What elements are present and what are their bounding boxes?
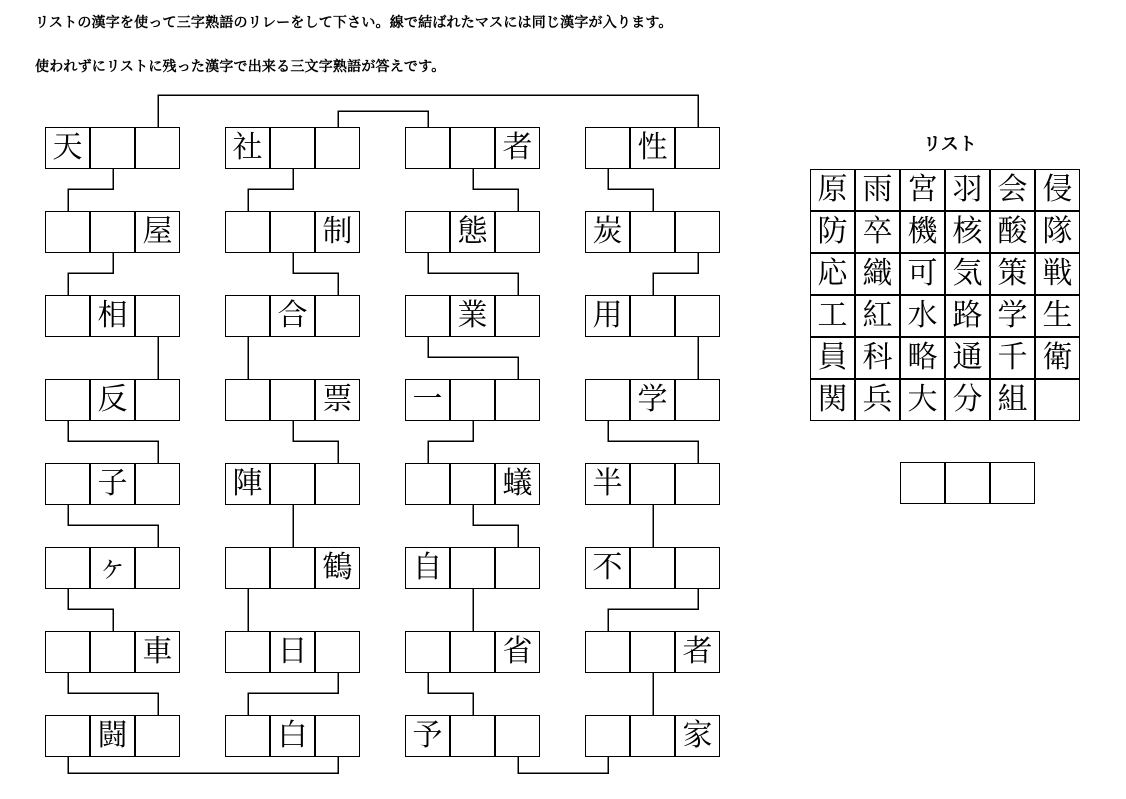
puzzle-cell[interactable]: [630, 211, 675, 253]
puzzle-cell[interactable]: 相: [90, 295, 135, 337]
puzzle-cell[interactable]: [675, 295, 720, 337]
puzzle-cell[interactable]: [225, 379, 270, 421]
puzzle-cell[interactable]: [630, 295, 675, 337]
puzzle-cell[interactable]: [45, 463, 90, 505]
puzzle-cell[interactable]: [675, 127, 720, 169]
connector-line: [293, 253, 338, 295]
puzzle-cell[interactable]: 用: [585, 295, 630, 337]
puzzle-cell[interactable]: 陣: [225, 463, 270, 505]
puzzle-cell[interactable]: [135, 379, 180, 421]
list-kanji-cell[interactable]: 可: [900, 253, 945, 295]
instruction-line-1: リストの漢字を使って三字熟語のリレーをして下さい。線で結ばれたマスには同じ漢字が入ります。: [35, 15, 673, 31]
list-kanji-cell[interactable]: 科: [855, 337, 900, 379]
puzzle-cell[interactable]: [585, 379, 630, 421]
puzzle-cell[interactable]: [585, 127, 630, 169]
puzzle-cell[interactable]: [225, 295, 270, 337]
list-kanji-cell[interactable]: 兵: [855, 379, 900, 421]
puzzle-cell[interactable]: 鶴: [315, 547, 360, 589]
puzzle-cell[interactable]: [270, 211, 315, 253]
puzzle-cell[interactable]: [495, 715, 540, 757]
puzzle-cell[interactable]: [135, 463, 180, 505]
puzzle-cell[interactable]: [630, 715, 675, 757]
instruction-line-2: 使われずにリストに残った漢字で出来る三文字熟語が答えです。: [35, 59, 446, 75]
list-kanji-cell[interactable]: 隊: [1035, 211, 1080, 253]
puzzle-cell[interactable]: 自: [405, 547, 450, 589]
list-kanji-cell[interactable]: 卒: [855, 211, 900, 253]
list-kanji-cell[interactable]: 策: [990, 253, 1035, 295]
connector-line: [653, 253, 698, 295]
puzzle-cell[interactable]: 票: [315, 379, 360, 421]
puzzle-cell[interactable]: [45, 379, 90, 421]
puzzle-cell[interactable]: [315, 127, 360, 169]
puzzle-cell[interactable]: 制: [315, 211, 360, 253]
puzzle-cell[interactable]: [450, 715, 495, 757]
puzzle-cell[interactable]: [495, 547, 540, 589]
puzzle-cell[interactable]: [90, 211, 135, 253]
list-kanji-cell[interactable]: 工: [810, 295, 855, 337]
puzzle-cell[interactable]: [135, 715, 180, 757]
list-kanji-cell[interactable]: 戦: [1035, 253, 1080, 295]
puzzle-cell[interactable]: [225, 547, 270, 589]
connector-line: [608, 421, 698, 463]
puzzle-cell[interactable]: 予: [405, 715, 450, 757]
puzzle-cell[interactable]: [405, 295, 450, 337]
list-kanji-cell[interactable]: 応: [810, 253, 855, 295]
connector-line: [428, 421, 473, 463]
connector-line: [68, 421, 158, 463]
puzzle-cell[interactable]: [225, 715, 270, 757]
puzzle-cell[interactable]: [135, 547, 180, 589]
connector-line: [68, 589, 113, 631]
list-kanji-cell[interactable]: 関: [810, 379, 855, 421]
connector-line: [248, 673, 338, 715]
puzzle-cell[interactable]: [225, 631, 270, 673]
connector-line: [68, 253, 113, 295]
connector-line: [338, 111, 428, 127]
list-kanji-cell[interactable]: 紅: [855, 295, 900, 337]
list-kanji-cell[interactable]: 略: [900, 337, 945, 379]
puzzle-cell[interactable]: [90, 127, 135, 169]
connector-line: [518, 757, 608, 773]
list-kanji-cell[interactable]: [1035, 379, 1080, 421]
puzzle-cell[interactable]: [405, 631, 450, 673]
puzzle-cell[interactable]: [45, 295, 90, 337]
answer-cell[interactable]: [900, 462, 945, 504]
puzzle-cell[interactable]: [45, 715, 90, 757]
list-kanji-cell[interactable]: 千: [990, 337, 1035, 379]
puzzle-cell[interactable]: [135, 295, 180, 337]
puzzle-cell[interactable]: [675, 463, 720, 505]
list-kanji-cell[interactable]: 雨: [855, 169, 900, 211]
list-kanji-cell[interactable]: 侵: [1035, 169, 1080, 211]
list-kanji-cell[interactable]: 原: [810, 169, 855, 211]
puzzle-cell[interactable]: 合: [270, 295, 315, 337]
answer-cell[interactable]: [945, 462, 990, 504]
puzzle-cell[interactable]: [450, 631, 495, 673]
connector-line: [473, 505, 518, 547]
puzzle-cell[interactable]: 者: [495, 127, 540, 169]
list-kanji-cell[interactable]: 会: [990, 169, 1035, 211]
puzzle-cell[interactable]: [270, 547, 315, 589]
puzzle-cell[interactable]: 社: [225, 127, 270, 169]
list-title: リスト: [923, 134, 977, 155]
list-kanji-cell[interactable]: 核: [945, 211, 990, 253]
puzzle-cell[interactable]: 反: [90, 379, 135, 421]
puzzle-cell[interactable]: [630, 631, 675, 673]
puzzle-cell[interactable]: 白: [270, 715, 315, 757]
puzzle-cell[interactable]: [405, 127, 450, 169]
puzzle-cell[interactable]: 天: [45, 127, 90, 169]
puzzle-cell[interactable]: 業: [450, 295, 495, 337]
list-kanji-cell[interactable]: 衛: [1035, 337, 1080, 379]
puzzle-cell[interactable]: [585, 631, 630, 673]
list-kanji-cell[interactable]: 員: [810, 337, 855, 379]
puzzle-cell[interactable]: 態: [450, 211, 495, 253]
puzzle-cell[interactable]: [675, 211, 720, 253]
puzzle-cell[interactable]: 蟻: [495, 463, 540, 505]
connector-line: [473, 169, 518, 211]
puzzle-cell[interactable]: [495, 295, 540, 337]
puzzle-cell[interactable]: [495, 211, 540, 253]
puzzle-cell[interactable]: 一: [405, 379, 450, 421]
puzzle-cell[interactable]: [270, 463, 315, 505]
list-kanji-cell[interactable]: 生: [1035, 295, 1080, 337]
list-kanji-cell[interactable]: 通: [945, 337, 990, 379]
puzzle-cell[interactable]: 屋: [135, 211, 180, 253]
list-kanji-cell[interactable]: 分: [945, 379, 990, 421]
puzzle-cell[interactable]: [270, 379, 315, 421]
connector-line: [608, 589, 698, 631]
puzzle-cell[interactable]: 省: [495, 631, 540, 673]
list-kanji-cell[interactable]: 防: [810, 211, 855, 253]
puzzle-cell[interactable]: [495, 379, 540, 421]
puzzle-cell[interactable]: 学: [630, 379, 675, 421]
puzzle-cell[interactable]: 闘: [90, 715, 135, 757]
list-kanji-cell[interactable]: 酸: [990, 211, 1035, 253]
list-kanji-cell[interactable]: 機: [900, 211, 945, 253]
puzzle-cell[interactable]: 半: [585, 463, 630, 505]
list-kanji-cell[interactable]: 学: [990, 295, 1035, 337]
puzzle-cell[interactable]: [225, 211, 270, 253]
list-kanji-cell[interactable]: 羽: [945, 169, 990, 211]
puzzle-cell[interactable]: [450, 463, 495, 505]
puzzle-cell[interactable]: 車: [135, 631, 180, 673]
puzzle-cell[interactable]: [675, 547, 720, 589]
puzzle-cell[interactable]: 不: [585, 547, 630, 589]
puzzle-cell[interactable]: 者: [675, 631, 720, 673]
puzzle-cell[interactable]: 家: [675, 715, 720, 757]
puzzle-cell[interactable]: [405, 463, 450, 505]
list-kanji-cell[interactable]: 組: [990, 379, 1035, 421]
connector-line: [68, 673, 158, 715]
connector-line: [68, 757, 338, 773]
list-kanji-cell[interactable]: 路: [945, 295, 990, 337]
connector-line: [428, 337, 518, 379]
list-kanji-cell[interactable]: 水: [900, 295, 945, 337]
connector-line: [68, 505, 158, 547]
list-kanji-cell[interactable]: 織: [855, 253, 900, 295]
puzzle-cell[interactable]: [630, 463, 675, 505]
connector-line: [608, 169, 653, 211]
puzzle-cell[interactable]: [315, 715, 360, 757]
connector-line: [428, 673, 473, 715]
puzzle-cell[interactable]: [90, 631, 135, 673]
list-kanji-cell[interactable]: 大: [900, 379, 945, 421]
answer-cell[interactable]: [990, 462, 1035, 504]
puzzle-cell[interactable]: [585, 715, 630, 757]
puzzle-cell[interactable]: ヶ: [90, 547, 135, 589]
puzzle-cell[interactable]: [630, 547, 675, 589]
puzzle-cell[interactable]: 性: [630, 127, 675, 169]
puzzle-cell[interactable]: [450, 127, 495, 169]
puzzle-cell[interactable]: [45, 631, 90, 673]
list-kanji-cell[interactable]: 気: [945, 253, 990, 295]
puzzle-cell[interactable]: [450, 547, 495, 589]
puzzle-cell[interactable]: [45, 547, 90, 589]
puzzle-cell[interactable]: 炭: [585, 211, 630, 253]
connector-line: [293, 421, 338, 463]
puzzle-cell[interactable]: 子: [90, 463, 135, 505]
puzzle-cell[interactable]: [135, 127, 180, 169]
connector-line: [248, 169, 293, 211]
connector-line: [68, 169, 113, 211]
puzzle-cell[interactable]: 日: [270, 631, 315, 673]
puzzle-cell[interactable]: [405, 211, 450, 253]
connector-line: [428, 253, 518, 295]
puzzle-cell[interactable]: [675, 379, 720, 421]
list-kanji-cell[interactable]: 宮: [900, 169, 945, 211]
puzzle-cell[interactable]: [270, 127, 315, 169]
puzzle-cell[interactable]: [315, 631, 360, 673]
puzzle-cell[interactable]: [315, 295, 360, 337]
puzzle-cell[interactable]: [450, 379, 495, 421]
puzzle-cell[interactable]: [315, 463, 360, 505]
puzzle-cell[interactable]: [45, 211, 90, 253]
